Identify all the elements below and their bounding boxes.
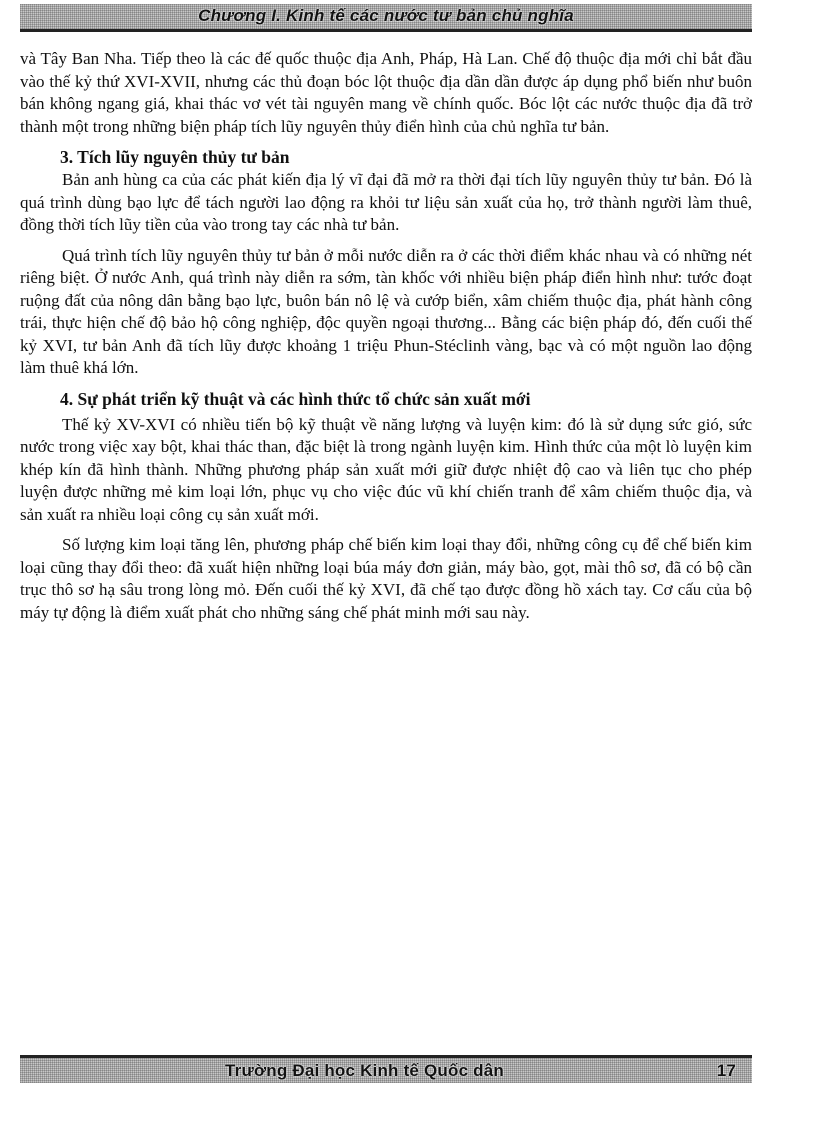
section-3-paragraph-1: Bản anh hùng ca của các phát kiến địa lý vĩ đại đã mở ra thời đại tích lũy nguyên thủy tư bản. Đó là quá trình dùng bạo lực để tách người lao động ra khỏi tư liệu sản xuất của họ, trở thành người làm thuê, đồng thời tích lũy tiền của vào trong tay các nhà tư bản. bbox=[20, 170, 752, 234]
page-number: 17 bbox=[716, 1061, 736, 1080]
page-body bbox=[20, 48, 752, 624]
running-footer bbox=[20, 1055, 752, 1083]
section-4-paragraph-1: Thế kỷ XV-XVI có nhiều tiến bộ kỹ thuật về năng lượng và luyện kim: đó là sử dụng sức gió, sức nước trong việc xay bột, khai thác than, đặc biệt là trong ngành luyện kim. Hình thức của một lò luyện kim khép kín đã hình thành. Những phương pháp sản xuất mới giữ được nhiệt độ cao và liên tục cho phép luyện được những mẻ kim loại lớn, phục vụ cho việc đúc vũ khí chiến tranh để xâm chiếm thuộc địa, và sản xuất ra nhiều loại công cụ sản xuất mới. bbox=[20, 414, 752, 524]
footer-institution: Trường Đại học Kinh tế Quốc dân bbox=[225, 1061, 504, 1080]
section-3-heading: 3. Tích lũy nguyên thủy tư bản bbox=[60, 147, 290, 167]
section-4-heading: 4. Sự phát triển kỹ thuật và các hình thức tổ chức sản xuất mới bbox=[60, 388, 531, 409]
intro-paragraph: và Tây Ban Nha. Tiếp theo là các đế quốc thuộc địa Anh, Pháp, Hà Lan. Chế độ thuộc địa mới chỉ bắt đầu vào thế kỷ thứ XVI-XVII, nhưng các thủ đoạn bóc lột thuộc địa dần dần được áp dụng phổ biến như buôn bán không ngang giá, khai thác vơ vét tài nguyên mang về chính quốc. Bóc lột các nước thuộc địa đã trở thành một trong những biện pháp tích lũy nguyên thủy điển hình của chủ nghĩa tư bản. bbox=[20, 49, 752, 136]
chapter-title: Chương I. Kinh tế các nước tư bản chủ nghĩa bbox=[198, 6, 574, 25]
section-4-paragraph-2: Số lượng kim loại tăng lên, phương pháp chế biến kim loại thay đổi, những công cụ để chế biến kim loại cũng thay đổi theo: đã xuất hiện những loại búa máy đơn giản, máy bào, gọt, mài thô sơ, đã có bộ cần trục thô sơ hạ sâu trong lòng mỏ. Đến cuối thế kỷ XVI, đã chế tạo được đồng hồ xách tay. Cơ cấu của bộ máy tự động là điểm xuất phát cho những sáng chế phát minh mới sau này. bbox=[20, 535, 752, 622]
running-header bbox=[20, 4, 752, 32]
section-3-paragraph-2: Quá trình tích lũy nguyên thủy tư bản ở mỗi nước diễn ra ở các thời điểm khác nhau và có những nét riêng biệt. Ở nước Anh, quá trình này diễn ra sớm, tàn khốc với nhiều biện pháp điển hình như: tước đoạt ruộng đất của nông dân bằng bạo lực, buôn bán nô lệ và cướp biển, xâm chiếm thuộc địa, phát hành công trái, thực hiện chế độ bảo hộ công nghiệp, độc quyền ngoại thương... Bằng các biện pháp đó, đến cuối thế kỷ XVI, tư bản Anh đã tích lũy được khoảng 1 triệu Phun-Stéclinh vàng, bạc và có một nguồn lao động làm thuê khá lớn. bbox=[20, 245, 752, 377]
